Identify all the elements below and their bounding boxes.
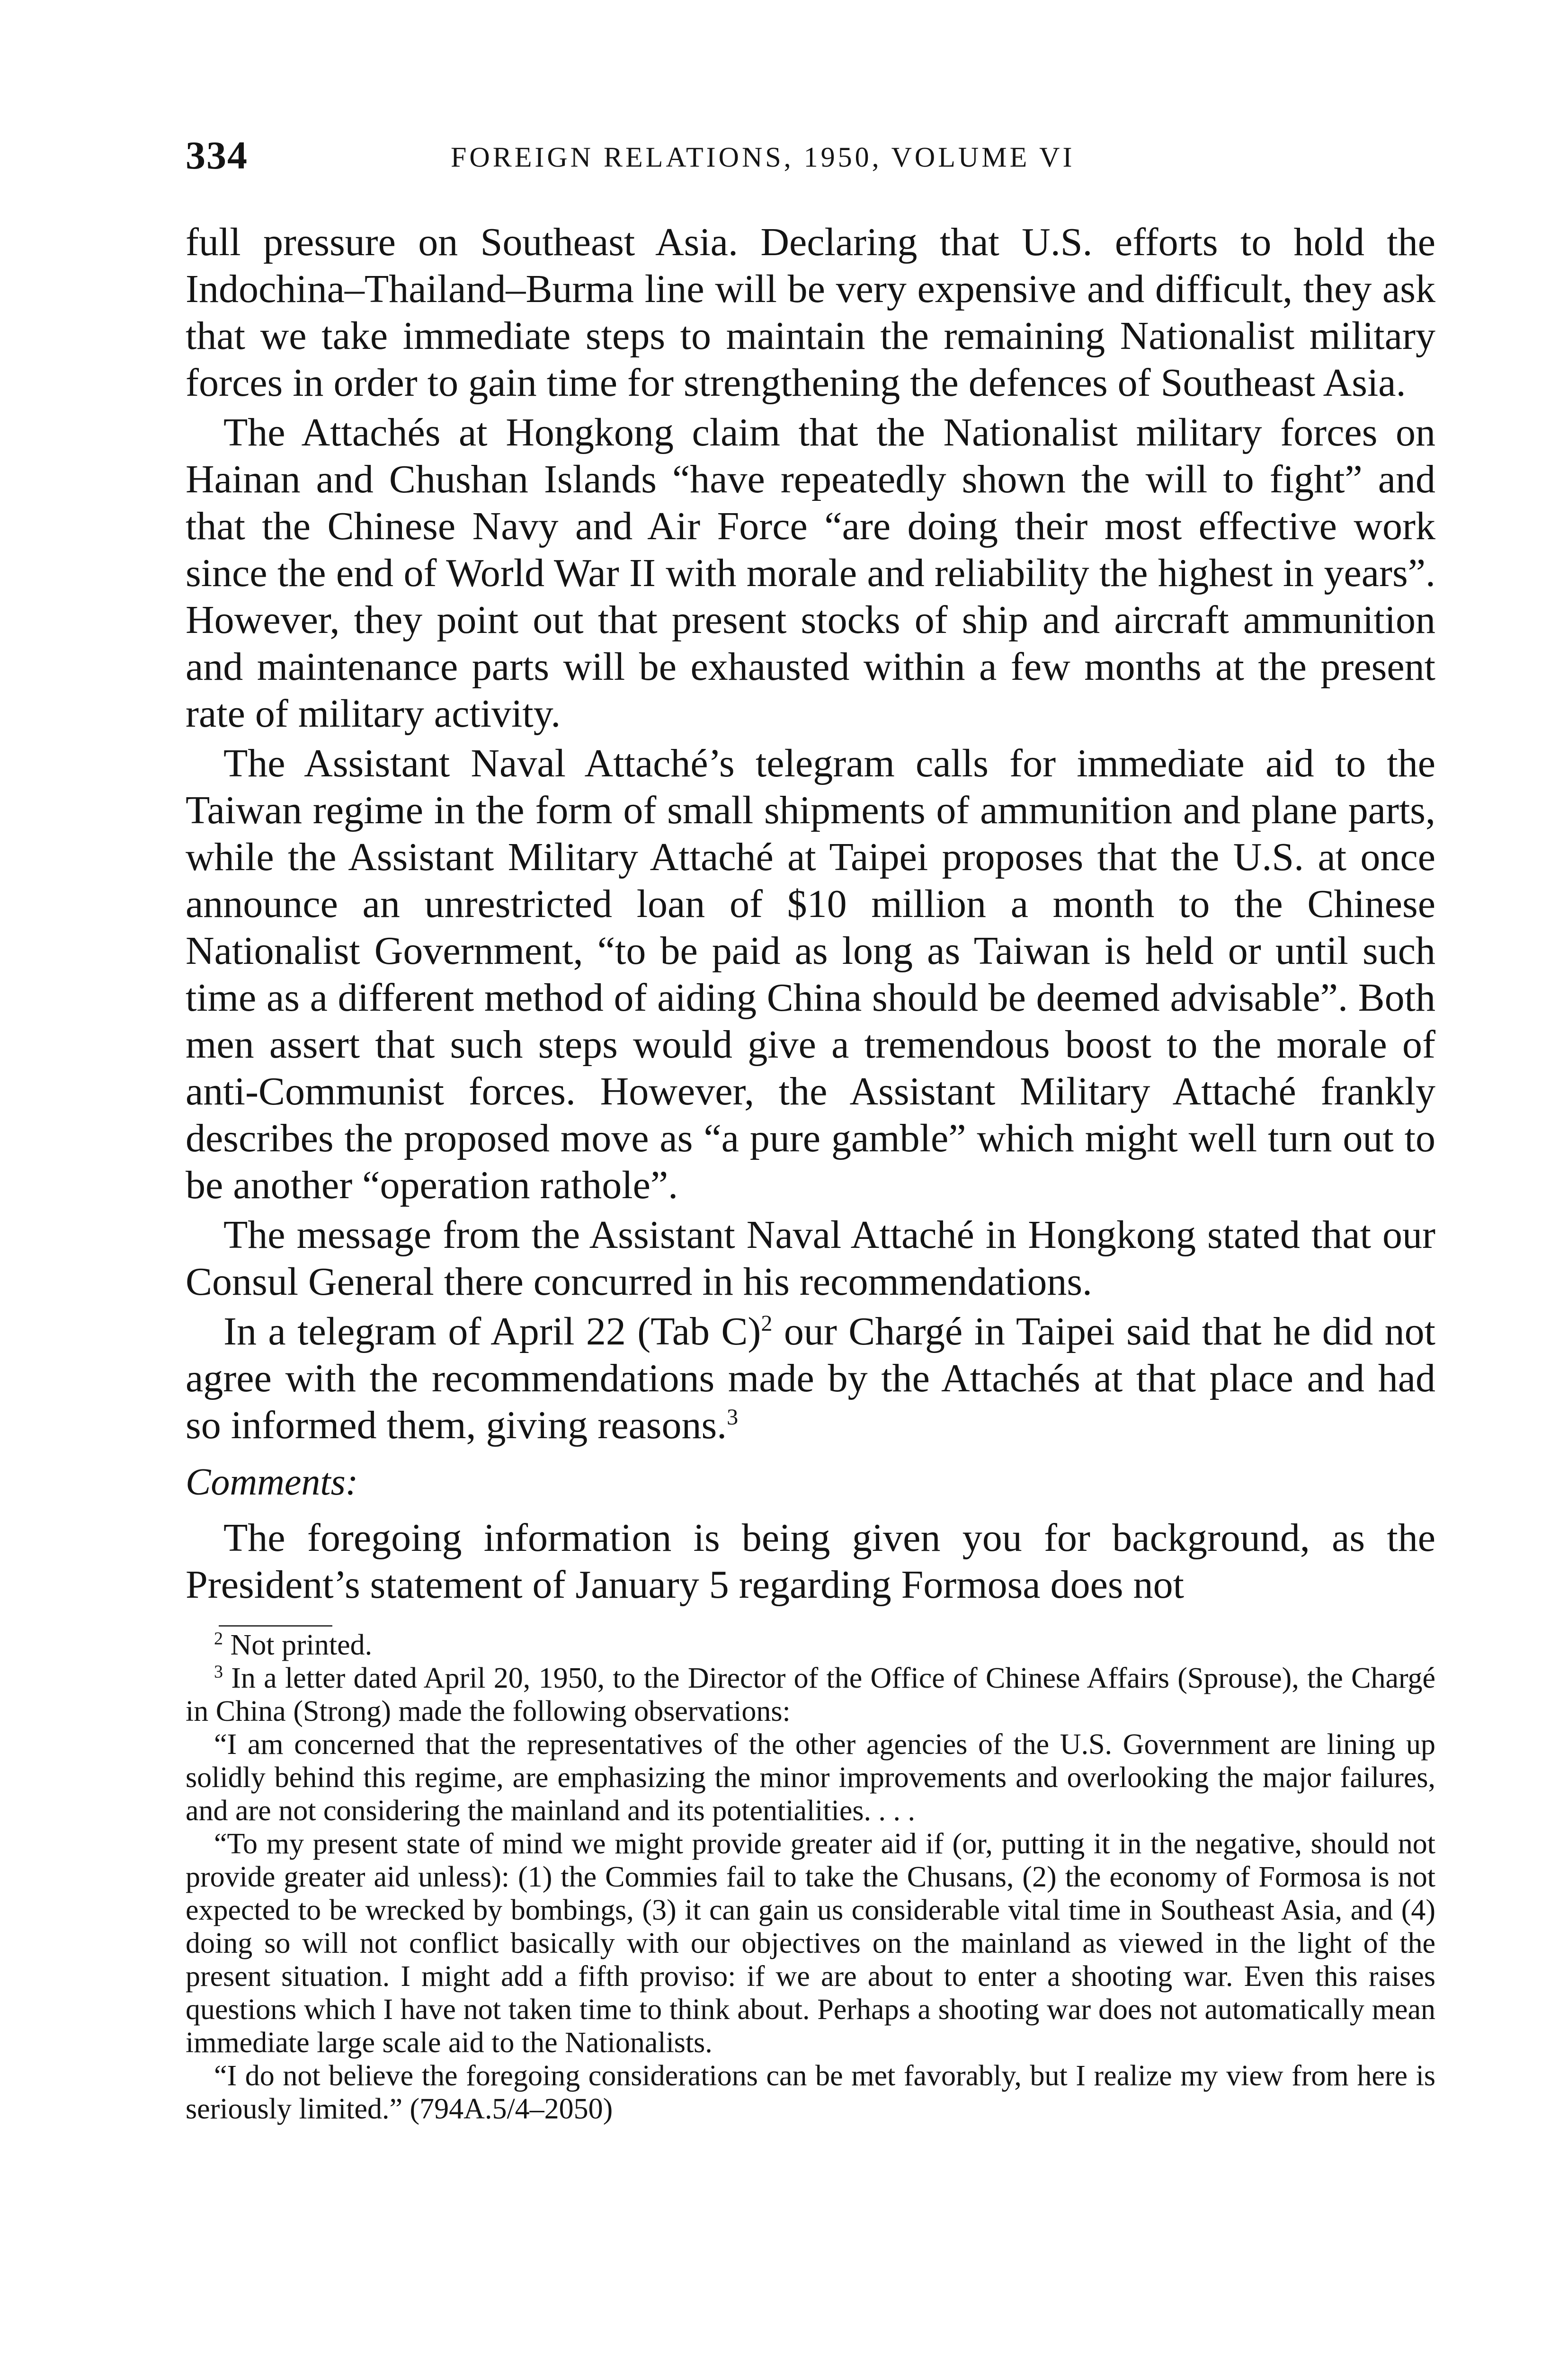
- footnote-3: [186, 1662, 1435, 1728]
- paragraph-1: full pressure on Southeast Asia. Declaring that U.S. efforts to hold the Indochina–Thailand–Burma line will be very expensive and difficult, they ask that we take immediate steps to maintain the remaining Nationalist military forces in order to gain time for strengthening the defences of Southeast Asia.: [186, 220, 1435, 405]
- page-header: [186, 133, 1435, 185]
- running-head: FOREIGN RELATIONS, 1950, VOLUME VI: [451, 142, 1075, 173]
- paragraph-5-text-b: our Chargé in Taipei said that he did not agree with the recommendations made by the Attachés at that place and had so informed them, giving reasons.: [186, 1309, 1435, 1447]
- page-number: 334: [186, 133, 248, 178]
- footnotes: [186, 1628, 1435, 2126]
- main-text: [186, 219, 1435, 1608]
- footnote-2-mark: 2: [214, 1628, 223, 1649]
- paragraph-5: [186, 1308, 1435, 1449]
- footnote-3-quote-2: “To my present state of mind we might provide greater aid if (or, putting it in the negative, should not provide greater aid unless): (1) the Commies fail to take the Chusans, (2) the economy of Formosa is not expected to be wrecked by bombings, (3) it can gain us considerable vital time in Southeast Asia, and (4) doing so will not conflict basically with our objectives on the mainland as viewed in the light of the present situation. I might add a fifth proviso: if we are about to enter a shooting war. Even this raises questions which I have not taken time to think about. Perhaps a shooting war does not automatically mean immediate large scale aid to the Nationalists.: [186, 1828, 1435, 2059]
- footnote-3-text: In a letter dated April 20, 1950, to the Director of the Office of Chinese Affairs (Sprouse), the Chargé in China (Strong) made the following observations:: [186, 1662, 1436, 1727]
- paragraph-3: The Assistant Naval Attaché’s telegram calls for immediate aid to the Taiwan regime in the form of small shipments of ammunition and plane parts, while the Assistant Military Attaché at Taipei proposes that the U.S. at once announce an unrestricted loan of $10 million a month to the Chinese Nationalist Government, “to be paid as long as Taiwan is held or until such time as a different method of aiding China should be deemed advisable”. Both men assert that such steps would give a tremendous boost to the morale of anti-Communist forces. However, the Assistant Military Attaché frankly describes the proposed move as “a pure gamble” which might well turn out to be another “operation rathole”.: [186, 741, 1435, 1207]
- footnote-ref-2: 2: [761, 1311, 773, 1336]
- footnote-divider: [219, 1625, 332, 1627]
- comments-heading: Comments:: [186, 1461, 358, 1503]
- paragraph-5-text-a: In a telegram of April 22 (Tab C): [223, 1309, 761, 1353]
- paragraph-6: The foregoing information is being given you for background, as the President’s statement of January 5 regarding Formosa does not: [186, 1516, 1435, 1607]
- document-page: [186, 133, 1435, 2126]
- footnote-2: [186, 1628, 1435, 1662]
- footnote-3-quote-3: “I do not believe the foregoing considerations can be met favorably, but I realize my view from here is seriously limited.” (794A.5/4–2050): [186, 2060, 1435, 2125]
- footnote-2-text: Not printed.: [230, 1629, 373, 1661]
- footnote-3-quote-1: “I am concerned that the representatives of the other agencies of the U.S. Government are lining up solidly behind this regime, are emphasizing the minor improvements and overlooking the major failures, and are not considering the mainland and its potentialities. . . .: [186, 1728, 1435, 1827]
- footnote-ref-3: 3: [727, 1405, 739, 1430]
- paragraph-4: The message from the Assistant Naval Attaché in Hongkong stated that our Consul General there concurred in his recommendations.: [186, 1213, 1435, 1304]
- paragraph-2: The Attachés at Hongkong claim that the Nationalist military forces on Hainan and Chushan Islands “have repeatedly shown the will to fight” and that the Chinese Navy and Air Force “are doing their most effective work since the end of World War II with morale and reliability the highest in years”. However, they point out that present stocks of ship and aircraft ammunition and maintenance parts will be exhausted within a few months at the present rate of military activity.: [186, 410, 1435, 736]
- footnote-3-mark: 3: [214, 1662, 223, 1682]
